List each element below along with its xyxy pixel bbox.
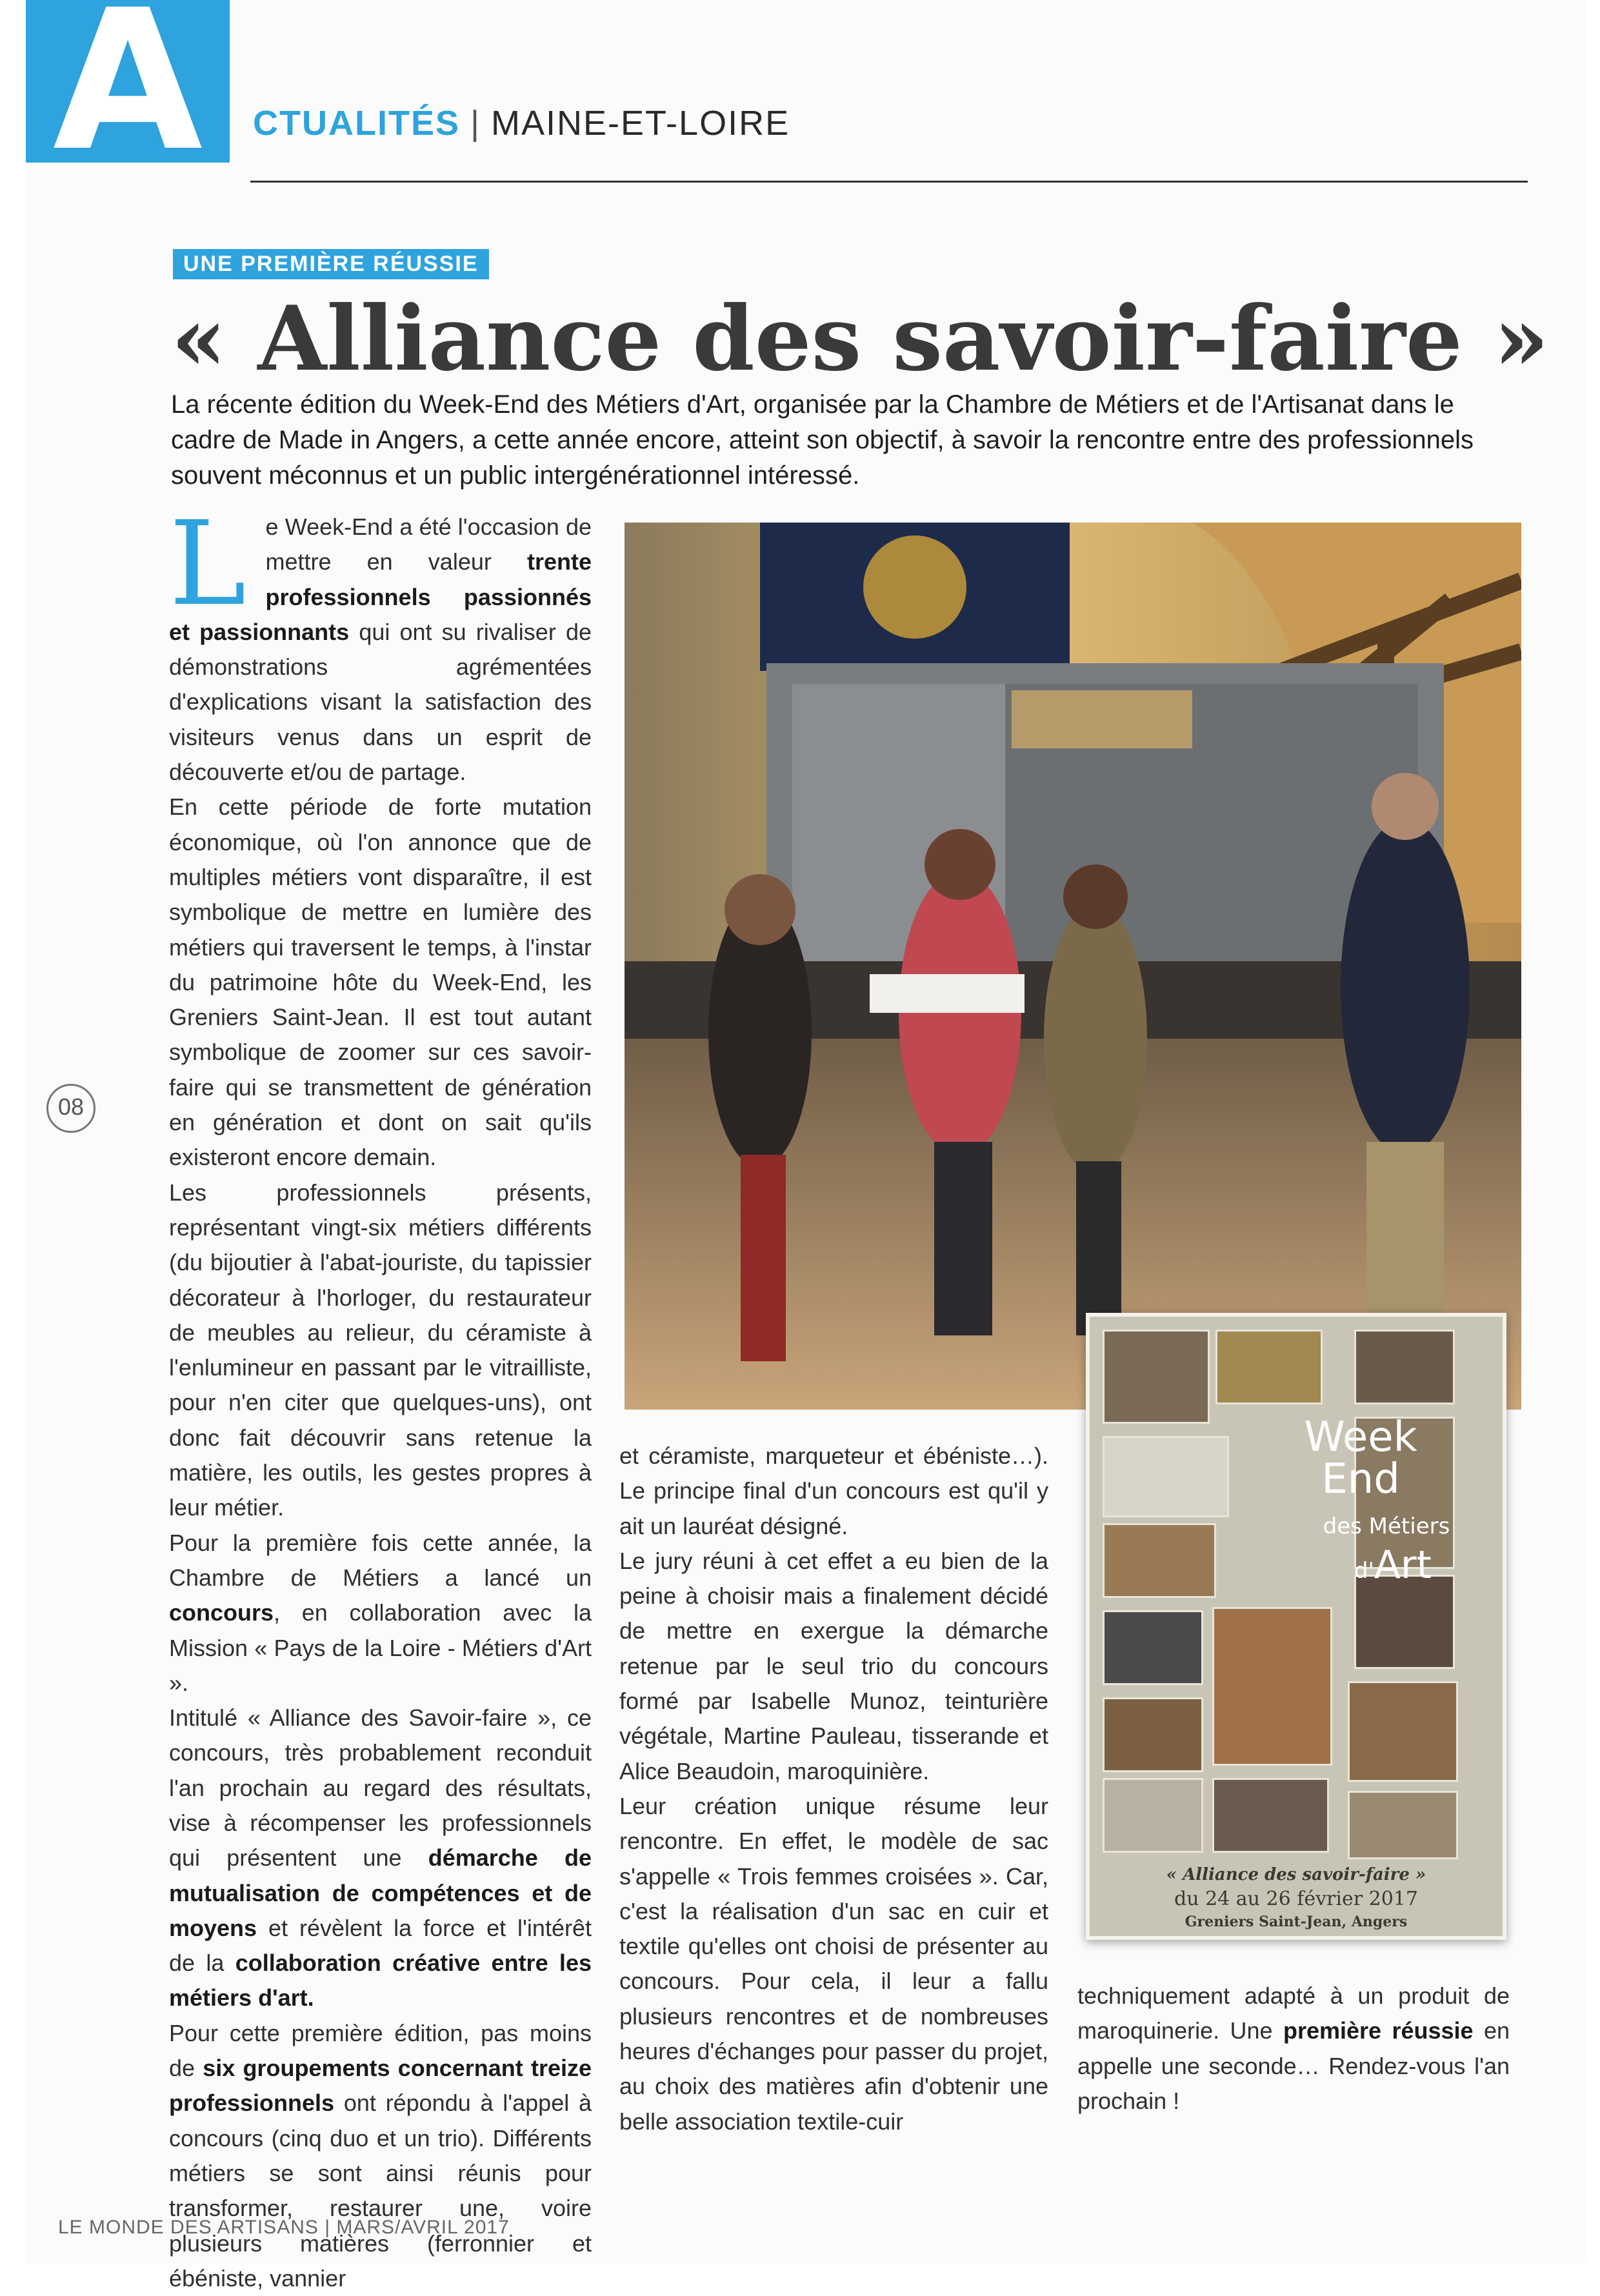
paragraph <box>1077 1979 1510 2119</box>
poster-thumbnail <box>1348 1791 1458 1859</box>
photo-illustration <box>625 523 1521 1410</box>
poster-thumbnail <box>1354 1330 1455 1404</box>
dropcap: L <box>169 497 246 632</box>
poster-title-d <box>1186 1542 1599 1588</box>
poster-caption-place: Greniers Saint-Jean, Angers <box>1185 1913 1408 1930</box>
poster-thumbnail <box>1212 1607 1332 1766</box>
footer: LE MONDE DES ARTISANS | MARS/AVRIL 2017 <box>58 2217 510 2238</box>
article-column-2 <box>619 1439 1048 2139</box>
paragraph: et céramiste, marqueteur et ébéniste…). Le principe final d'un concours est qu'il y ait un lauréat désigné. <box>619 1442 1048 1539</box>
rubric <box>253 103 790 143</box>
event-photo <box>625 523 1521 1410</box>
poster-title-metiers: des Métiers <box>1323 1513 1450 1539</box>
text: Pour cette première édition, pas moins de <box>169 2019 592 2082</box>
kicker: UNE PREMIÈRE RÉUSSIE <box>173 249 489 279</box>
bold-text: six groupements concernant treize professionnels <box>169 2055 592 2117</box>
text: ont répondu à l'appel à concours (cinq duo et un trio). Différents métiers se sont ainsi réunis pour transformer, restaurer une, voire plusieurs matières (ferronnier et ébéniste, vannier <box>169 2090 592 2291</box>
poster-title-week: Week <box>1304 1413 1417 1461</box>
poster-caption-title: « Alliance des savoir-faire » <box>1166 1865 1426 1884</box>
rubric-separator: | <box>470 104 481 143</box>
poster-thumbnail <box>1103 1697 1203 1772</box>
poster-thumbnail <box>1103 1778 1203 1853</box>
text: et révèlent la force et l'intérêt de la <box>169 1914 592 1977</box>
poster-thumbnail <box>1354 1575 1455 1669</box>
paragraph: En cette période de forte mutation économique, où l'on annonce que de multiples métiers vont disparaître, il est symbolique de mettre en lumière des métiers qui traversent le temps, à l'instar du patrimoine hôte du Week-End, les Greniers Saint-Jean. Il est tout autant symbolique de zoomer sur ces savoir-faire qui se transmettent de génération en génération et dont on sait qu'ils existeront encore demain. <box>169 794 592 1171</box>
paragraph: Leur création unique résume leur rencontre. En effet, le modèle de sac s'appelle « Trois femmes croisées ». Car, c'est la réalisation d'un sac en cuir et textile qu'elles ont choisi de présenter au concours. Pour cela, il leur a fallu plusieurs rencontres et de nombreuses heures d'échanges pour passer du projet, au choix des matières afin d'obtenir une belle association textile-cuir <box>619 1792 1048 2135</box>
event-poster <box>1086 1313 1506 1940</box>
bold-text: démarche de mutualisation de compétences et de moyens <box>169 1844 592 1941</box>
rubric-main: CTUALITÉS <box>253 104 460 143</box>
poster-title-art: Art <box>1374 1542 1432 1588</box>
bold-text: concours <box>169 1599 274 1626</box>
bold-text: première réussie <box>1283 2017 1474 2044</box>
rubric-region: MAINE-ET-LOIRE <box>491 104 790 143</box>
poster-thumbnail <box>1212 1778 1329 1853</box>
paragraph <box>169 1701 592 2016</box>
poster-caption-dates: du 24 au 26 février 2017 <box>1174 1888 1418 1910</box>
text: qui ont su rivaliser de démonstrations agrémentées d'explications visant la satisfaction des visiteurs venus dans un esprit de découverte et/ou de partage. <box>169 618 592 786</box>
text: , en collaboration avec la Mission « Pays de la Loire - Métiers d'Art ». <box>169 1599 592 1696</box>
paragraph <box>169 1526 592 1701</box>
poster-thumbnail <box>1103 1330 1210 1424</box>
text: Pour la première fois cette année, la Chambre de Métiers a lancé un <box>169 1529 592 1591</box>
paragraph: Les professionnels présents, représentant vingt-six métiers différents (du bijoutier à l'abat-jouriste, du tapissier décorateur à l'horloger, du restaurateur de meubles au relieur, du céramiste à l'enlumineur en passant par le vitrailliste, pour n'en citer que quelques-uns), ont donc fait découvrir sans retenue la matière, les outils, les gestes propres à leur métier. <box>169 1179 592 1521</box>
bold-text: collaboration créative entre les métiers d'art. <box>169 1950 592 2011</box>
page-number: 08 <box>46 1084 95 1133</box>
poster-thumbnail <box>1348 1681 1458 1782</box>
chapeau: La récente édition du Week-End des Métiers d'Art, organisée par la Chambre de Métiers et de l'Artisanat dans le cadre de Made in Angers, a cette année encore, atteint son objectif, à savoir la rencontre entre des professionnels souvent méconnus et un public intergénérationnel intéressé. <box>171 390 1474 490</box>
paragraph: Le jury réuni à cet effet a eu bien de la peine à choisir mais a finalement décidé de mettre en exergue la démarche retenue par le seul trio du concours formé par Isabelle Munoz, teinturière végétale, Martine Pauleau, tisserande et Alice Beaudoin, maroquinière. <box>619 1547 1048 1784</box>
section-letter: A <box>26 0 230 163</box>
text: e Week-End a été l'occasion de mettre en valeur <box>265 514 592 575</box>
text: Intitulé « Alliance des Savoir-faire », ce concours, très probablement reconduit l'an prochain au regard des résultats, vise à récompenser les professionnels qui présentent une <box>169 1704 592 1872</box>
headline: « Alliance des savoir-faire » <box>171 286 1550 391</box>
bold-text: trente professionnels passionnés et passionnants <box>169 548 592 645</box>
text: techniquement adapté à un produit de maroquinerie. Une <box>1077 1982 1510 2044</box>
poster-thumbnail <box>1103 1610 1203 1685</box>
poster-title-d-text: d' <box>1354 1558 1374 1584</box>
show-through-text <box>690 161 1529 230</box>
paragraph <box>169 2016 592 2296</box>
text: en appelle une seconde… Rendez-vous l'an prochain ! <box>1077 2017 1510 2114</box>
poster-thumbnail <box>1215 1330 1323 1404</box>
poster-title-end: End <box>1321 1455 1400 1503</box>
paragraph <box>169 497 592 790</box>
article-column-3 <box>1077 1979 1510 2119</box>
header-rule <box>250 181 1528 183</box>
article-column-1 <box>169 497 592 2296</box>
